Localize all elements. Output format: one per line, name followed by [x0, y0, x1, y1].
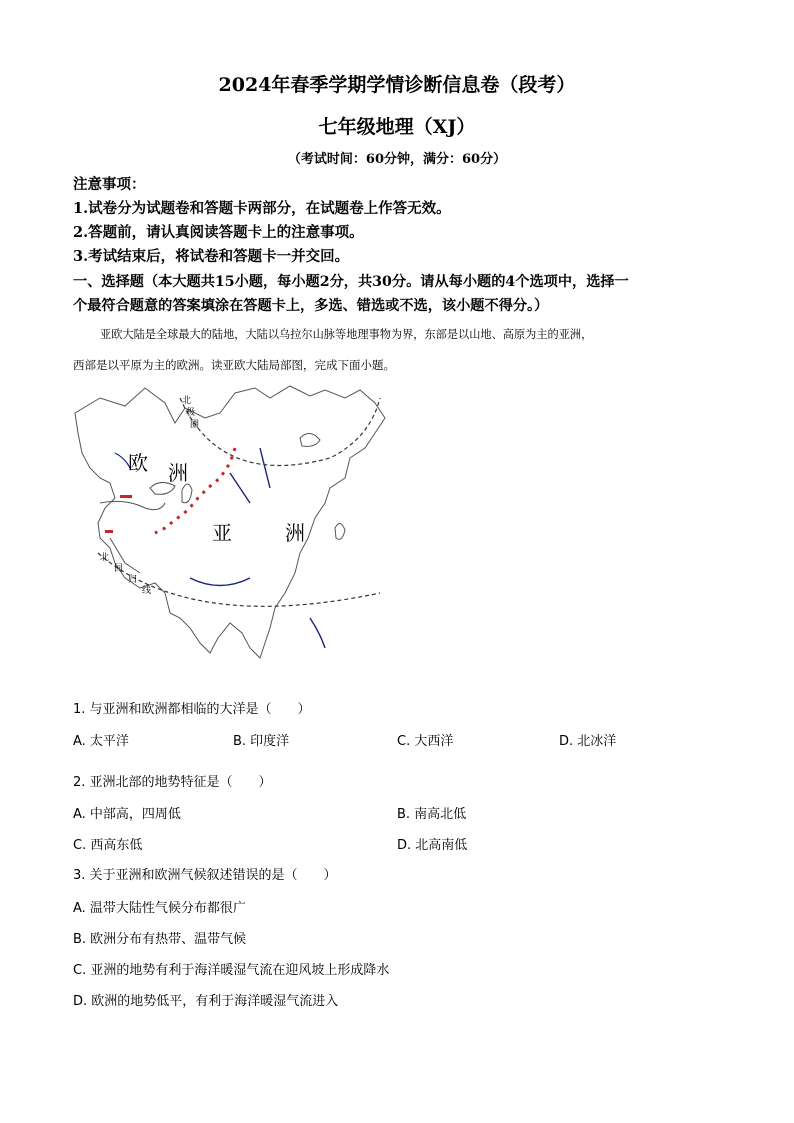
label-asia-1: 亚 — [212, 521, 232, 545]
exam-subtitle: 七年级地理（XJ） — [318, 116, 476, 138]
passage-line1: 亚欧大陆是全球最大的陆地，大陆以乌拉尔山脉等地理事物为界，东部是以山地、高原为主的亚洲， — [100, 328, 593, 341]
label-tropic-2: 回 — [114, 564, 124, 574]
question-1-option-c[interactable]: C. 大西洋 — [397, 734, 454, 749]
question-2-stem: 2. 亚洲北部的地势特征是（ ） — [73, 775, 272, 790]
river — [310, 618, 325, 648]
river — [230, 473, 250, 503]
label-tropic-3: 归 — [128, 575, 138, 585]
question-2-option-c[interactable]: C. 西高东低 — [73, 838, 143, 853]
passage-line2: 西部是以平原为主的欧洲。读亚欧大陆局部图，完成下面小题。 — [73, 358, 395, 372]
eurasia-map — [70, 378, 390, 683]
label-arctic-1: 北 — [182, 396, 192, 406]
notes-item-3: 3.考试结束后，将试卷和答题卡一并交回。 — [73, 248, 350, 265]
label-arctic-3: 圈 — [190, 420, 200, 430]
notes-item-2: 2.答题前，请认真阅读答题卡上的注意事项。 — [73, 224, 364, 241]
question-1-option-b[interactable]: B. 印度洋 — [233, 734, 290, 749]
label-europe-1: 欧 — [128, 451, 148, 475]
exam-title: 2024年春季学期学情诊断信息卷（段考） — [218, 74, 576, 96]
label-tropic-1: 北 — [100, 553, 110, 563]
question-1-option-d[interactable]: D. 北冰洋 — [559, 734, 617, 749]
exam-info: （考试时间：60分钟，满分：60分） — [287, 152, 507, 167]
question-2-option-a[interactable]: A. 中部高，四周低 — [73, 807, 181, 822]
question-3-stem: 3. 关于亚洲和欧洲气候叙述错误的是（ ） — [73, 868, 337, 883]
question-3-option-b[interactable]: B. 欧洲分布有热带、温带气候 — [73, 932, 247, 947]
question-3-option-a[interactable]: A. 温带大陆性气候分布都很广 — [73, 901, 246, 916]
river — [190, 578, 250, 586]
label-arctic-2: 极 — [186, 408, 196, 418]
question-2-option-b[interactable]: B. 南高北低 — [397, 807, 467, 822]
question-1-option-a[interactable]: A. 太平洋 — [73, 734, 129, 749]
question-3-option-c[interactable]: C. 亚洲的地势有利于海洋暖湿气流在迎风坡上形成降水 — [73, 963, 390, 978]
section-heading-line2: 个最符合题意的答案填涂在答题卡上，多选、错选或不选，该小题不得分。） — [73, 298, 549, 314]
question-3-option-d[interactable]: D. 欧洲的地势低平，有利于海洋暖湿气流进入 — [73, 994, 339, 1009]
question-1-stem: 1. 与亚洲和欧洲都相临的大洋是（ ） — [73, 702, 311, 717]
tropic-line — [98, 553, 380, 606]
label-europe-2: 洲 — [168, 461, 188, 485]
arctic-circle-line — [180, 398, 380, 466]
question-2-option-d[interactable]: D. 北高南低 — [397, 838, 468, 853]
label-asia-2: 洲 — [285, 521, 305, 545]
notes-item-1: 1.试卷分为试题卷和答题卡两部分，在试题卷上作答无效。 — [73, 200, 451, 217]
notes-heading: 注意事项： — [73, 176, 146, 193]
river — [260, 448, 270, 488]
section-heading-line1: 一、选择题（本大题共15小题，每小题2分，共30分。请从每小题的4个选项中，选择一 — [73, 274, 629, 290]
label-tropic-4: 线 — [142, 586, 152, 596]
